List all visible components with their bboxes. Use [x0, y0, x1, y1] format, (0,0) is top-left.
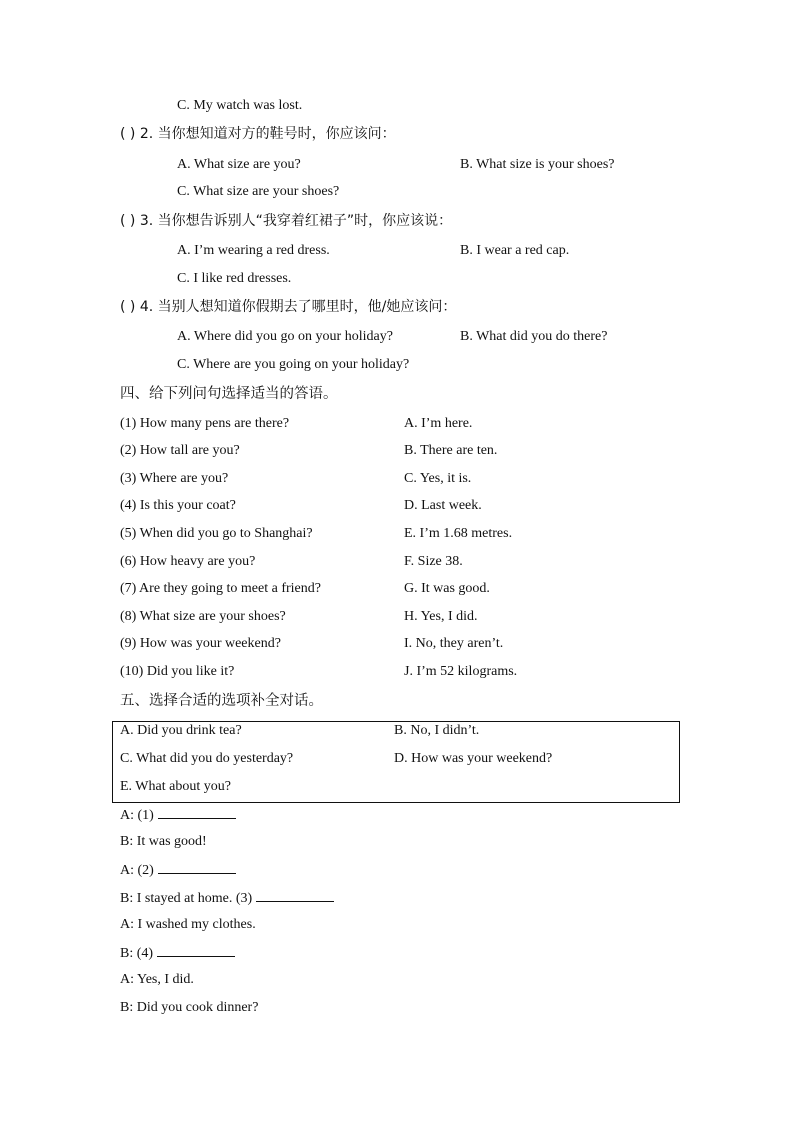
dialogue-line	[120, 806, 236, 825]
s4-question: (6) How heavy are you?	[120, 554, 256, 569]
q3-row	[120, 212, 452, 230]
dialogue-line	[120, 944, 235, 963]
q3-option-a: A. I’m wearing a red dress.	[177, 243, 330, 258]
s4-question: (2) How tall are you?	[120, 443, 240, 458]
q4-option-a: A. Where did you go on your holiday?	[177, 329, 393, 344]
answer-blank[interactable]	[158, 861, 236, 874]
option-b: B. No, I didn’t.	[394, 723, 480, 738]
s4-question: (4) Is this your coat?	[120, 498, 236, 513]
dialogue-line	[120, 971, 194, 989]
s4-answer: E. I’m 1.68 metres.	[404, 526, 513, 541]
q4-option-c: C. Where are you going on your holiday?	[177, 357, 410, 372]
q4-row	[120, 298, 456, 316]
dialogue-line	[120, 861, 236, 880]
s4-question: (8) What size are your shoes?	[120, 609, 286, 624]
dialogue-text: B: It was good!	[120, 834, 207, 849]
s4-question: (3) Where are you?	[120, 471, 229, 486]
option-d: D. How was your weekend?	[394, 751, 553, 766]
s4-answer: D. Last week.	[404, 498, 482, 513]
dialogue-text: A: (2)	[120, 863, 154, 878]
s4-question: (9) How was your weekend?	[120, 636, 281, 651]
q2-row	[120, 125, 396, 143]
answer-blank[interactable]	[157, 944, 235, 957]
dialogue-text: B: I stayed at home. (3)	[120, 891, 253, 906]
q2-option-c: C. What size are your shoes?	[177, 184, 340, 199]
q4-option-b: B. What did you do there?	[460, 329, 608, 344]
dialogue-text: A: I washed my clothes.	[120, 917, 256, 932]
s4-answer: B. There are ten.	[404, 443, 498, 458]
s4-answer: F. Size 38.	[404, 554, 463, 569]
q3-option-b: B. I wear a red cap.	[460, 243, 570, 258]
s4-answer: C. Yes, it is.	[404, 471, 472, 486]
dialogue-text: B: Did you cook dinner?	[120, 1000, 259, 1015]
dialogue-text: A: Yes, I did.	[120, 972, 194, 987]
q4-number: ( ) 4.	[120, 299, 154, 315]
s4-answer: J. I’m 52 kilograms.	[404, 664, 518, 679]
dialogue-line	[120, 916, 256, 934]
dialogue-text: A: (1)	[120, 808, 154, 823]
q1-option-c: C. My watch was lost.	[177, 98, 303, 113]
option-c: C. What did you do yesterday?	[120, 751, 294, 766]
option-e: E. What about you?	[120, 779, 231, 794]
s4-answer: H. Yes, I did.	[404, 609, 478, 624]
q3-option-c: C. I like red dresses.	[177, 271, 292, 286]
dialogue-line	[120, 889, 334, 908]
s4-question: (1) How many pens are there?	[120, 416, 290, 431]
s4-answer: A. I’m here.	[404, 416, 473, 431]
s4-answer: G. It was good.	[404, 581, 490, 596]
q4-prompt: 当别人想知道你假期去了哪里时，他/她应该问：	[157, 299, 457, 315]
dialogue-line	[120, 999, 258, 1017]
q2-option-a: A. What size are you?	[177, 157, 301, 172]
q2-number: ( ) 2.	[120, 126, 154, 142]
s4-question: (5) When did you go to Shanghai?	[120, 526, 313, 541]
q2-option-b: B. What size is your shoes?	[460, 157, 615, 172]
q2-prompt: 当你想知道对方的鞋号时，你应该问：	[157, 126, 396, 142]
dialogue-text: B: (4)	[120, 946, 154, 961]
s4-question: (10) Did you like it?	[120, 664, 235, 679]
answer-blank[interactable]	[256, 889, 334, 902]
s4-answer: I. No, they aren’t.	[404, 636, 504, 651]
section4-title: 四、给下列问句选择适当的答语。	[120, 386, 338, 402]
s4-question: (7) Are they going to meet a friend?	[120, 581, 321, 596]
q3-number: ( ) 3.	[120, 213, 154, 229]
dialogue-line	[120, 833, 207, 851]
q3-prompt: 当你想告诉别人“我穿着红裙子”时，你应该说：	[157, 213, 453, 229]
section5-title: 五、选择合适的选项补全对话。	[120, 693, 323, 709]
option-a: A. Did you drink tea?	[120, 723, 242, 738]
answer-blank[interactable]	[158, 806, 236, 819]
